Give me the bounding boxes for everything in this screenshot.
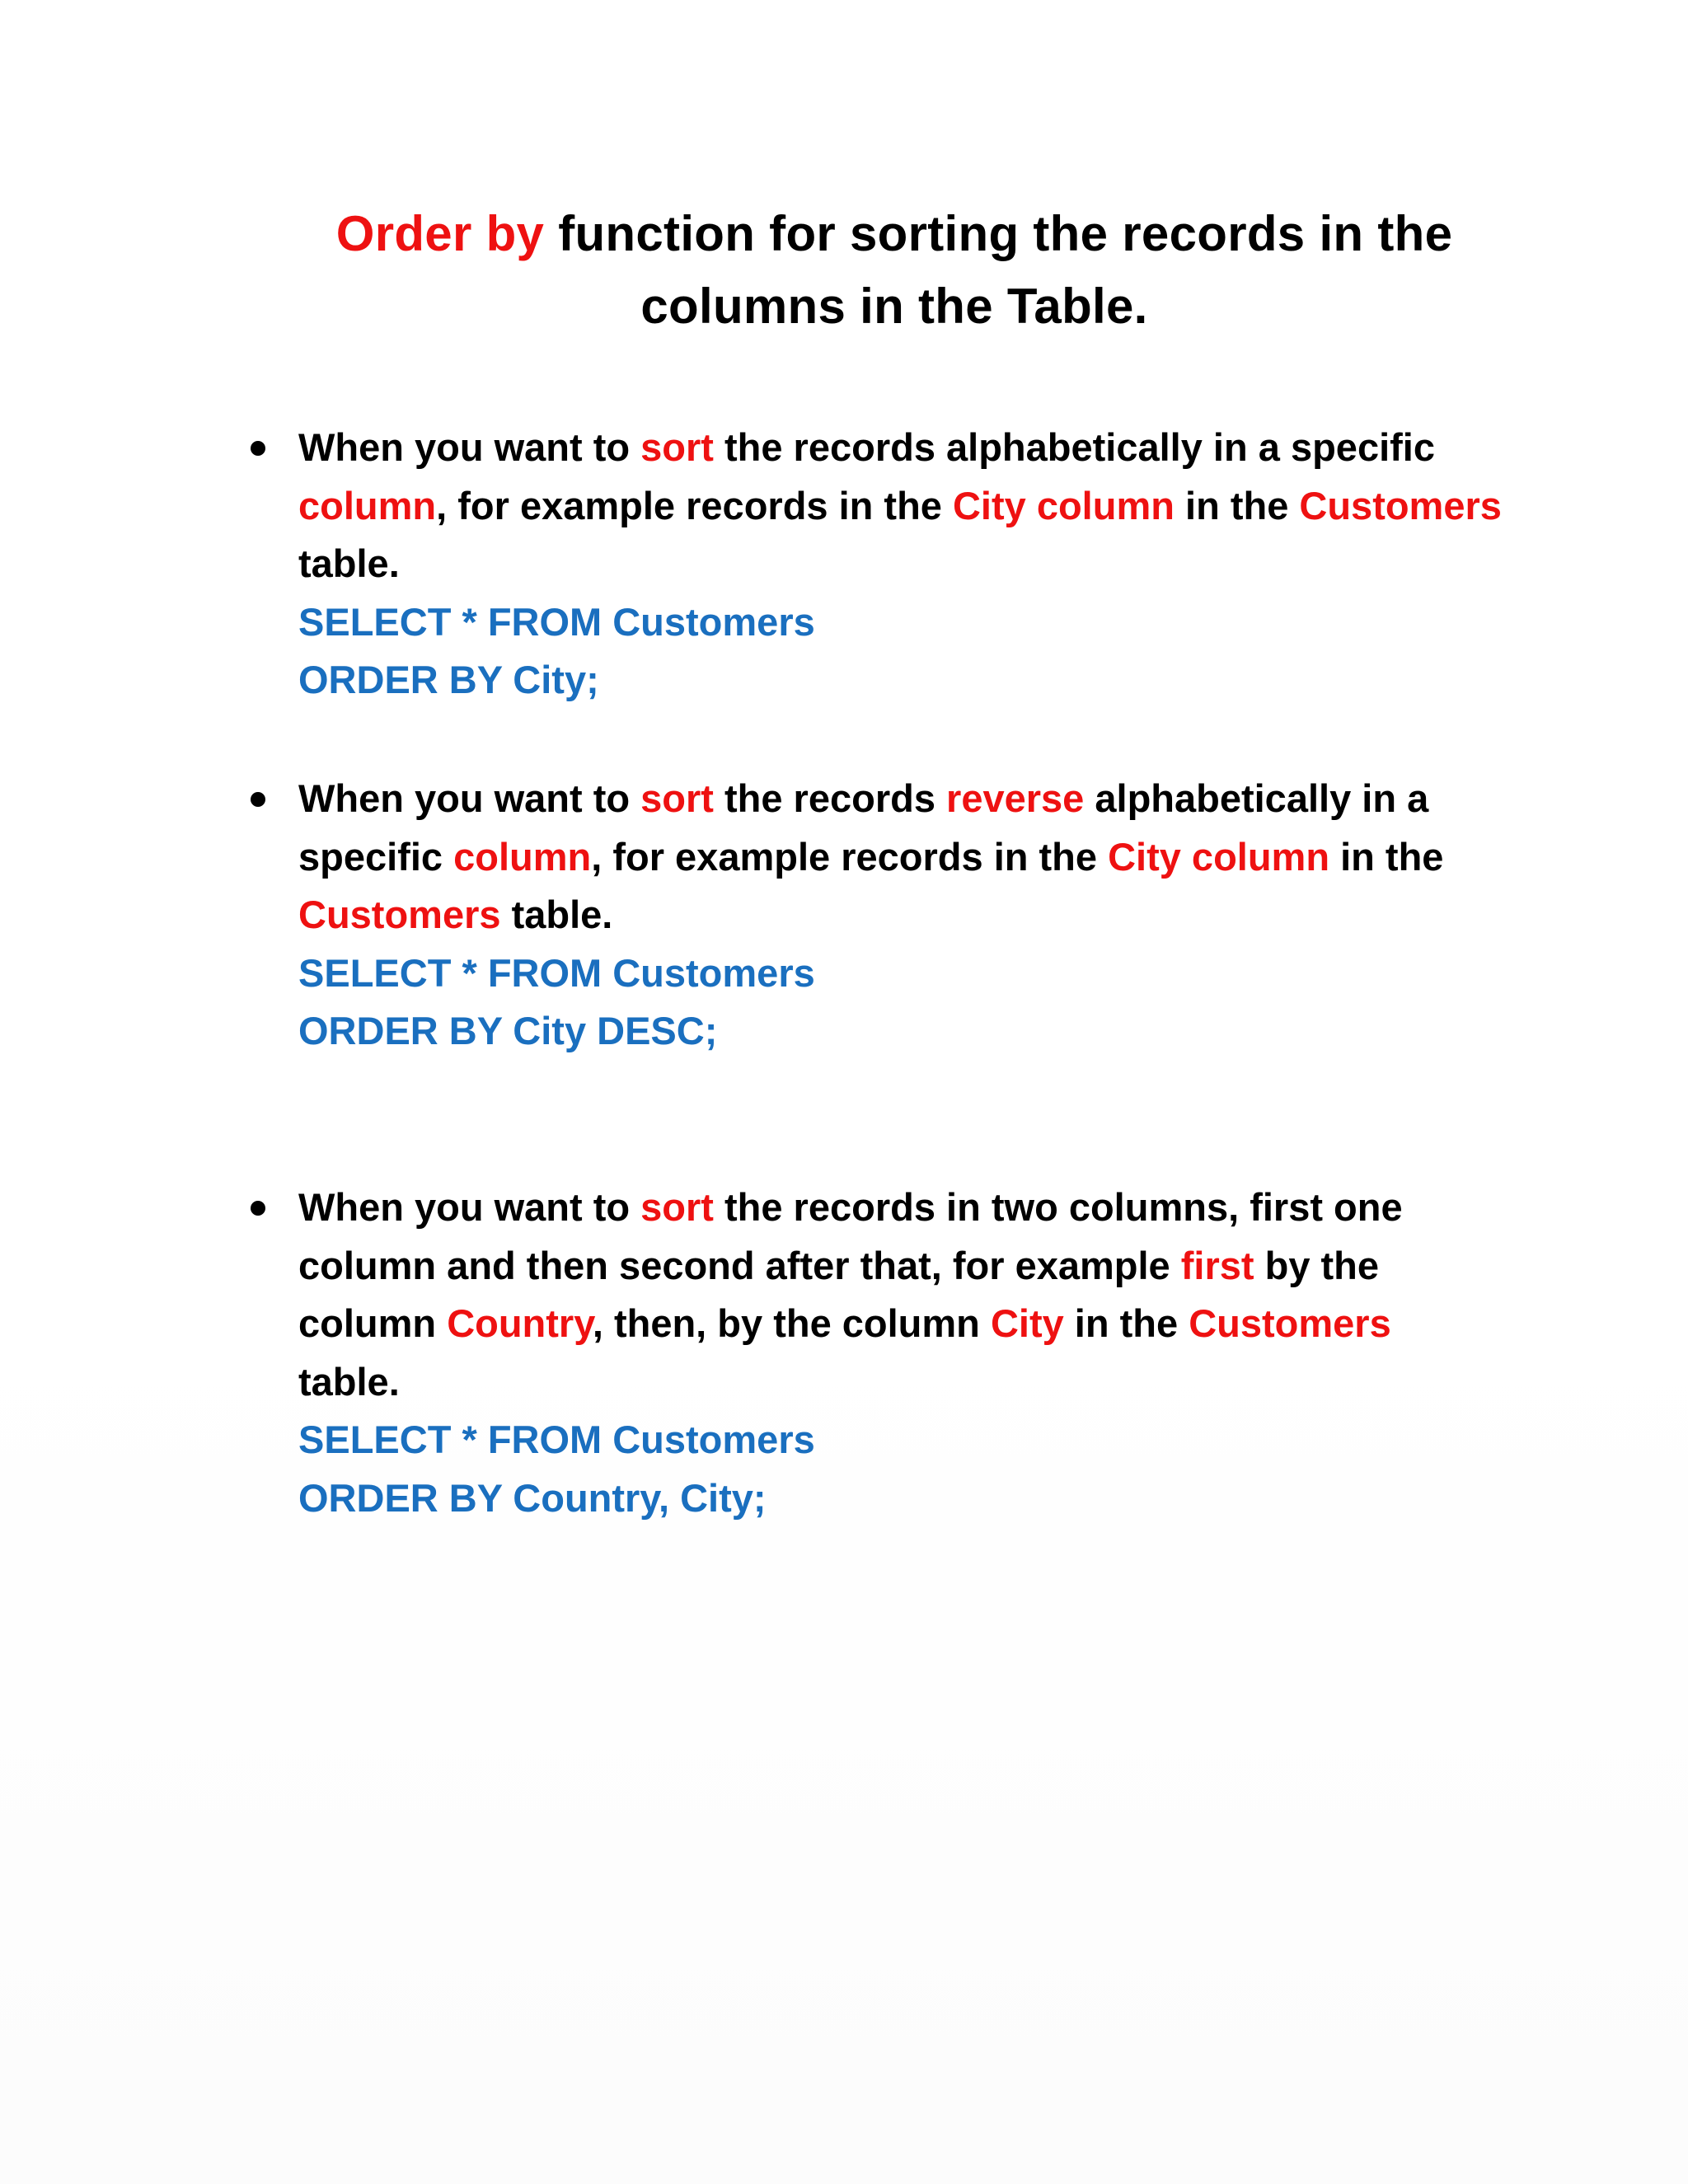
red-keyword: sort xyxy=(640,1185,714,1229)
red-keyword: column xyxy=(298,483,437,527)
red-keyword: Country xyxy=(447,1301,593,1345)
text-segment: column and then second after that, for example xyxy=(298,1243,1181,1287)
text-segment: by the xyxy=(1254,1243,1380,1287)
red-keyword: sort xyxy=(640,776,714,820)
text-segment: table. xyxy=(298,541,400,585)
bullet-list-2 xyxy=(247,770,1533,1061)
red-keyword: column xyxy=(453,834,592,879)
sql-code-line: SELECT * FROM Customers xyxy=(298,950,815,995)
red-keyword: Customers xyxy=(1299,483,1502,527)
text-segment: , for example records in the xyxy=(436,483,953,527)
text-segment: , for example records in the xyxy=(591,834,1109,879)
red-keyword: Customers xyxy=(1189,1301,1391,1345)
page-title xyxy=(206,198,1582,343)
text-segment: specific xyxy=(298,834,454,879)
sql-code-line: SELECT * FROM Customers xyxy=(298,599,815,644)
text-segment: in the xyxy=(1174,483,1300,527)
red-keyword: City column xyxy=(1108,834,1330,879)
text-segment: in the xyxy=(1063,1301,1189,1345)
sql-code-line: SELECT * FROM Customers xyxy=(298,1418,815,1461)
text-segment: the records in two columns, first one xyxy=(713,1185,1403,1229)
text-segment: in the xyxy=(1329,834,1444,879)
bullet-icon xyxy=(251,1201,265,1216)
text-segment: alphabetically in a xyxy=(1084,776,1429,820)
text-segment: table. xyxy=(298,1359,400,1404)
title-highlight: Order by xyxy=(335,206,545,261)
text-segment: the records alphabetically in a specific xyxy=(713,425,1435,469)
text-segment: When you want to xyxy=(298,1185,641,1229)
red-keyword: sort xyxy=(640,425,714,469)
text-segment: the records xyxy=(713,776,947,820)
sql-code-line: ORDER BY Country, City; xyxy=(298,1475,767,1520)
red-keyword: reverse xyxy=(946,776,1085,820)
list-item xyxy=(247,1179,1533,1527)
bullet-icon xyxy=(251,792,265,807)
text-segment: column xyxy=(298,1301,448,1345)
text-segment: table. xyxy=(500,893,613,936)
sql-code-line: ORDER BY City; xyxy=(298,658,599,701)
title-line2-text: columns in the Table. xyxy=(640,279,1148,334)
red-keyword: Customers xyxy=(298,893,501,936)
text-segment: When you want to xyxy=(298,425,641,469)
list-item xyxy=(247,770,1533,1061)
red-keyword: City xyxy=(990,1301,1064,1345)
text-segment: When you want to xyxy=(298,776,641,820)
red-keyword: City column xyxy=(952,483,1175,527)
bullet-icon xyxy=(251,441,265,456)
bullet-list-1 xyxy=(247,419,1533,710)
bullet-list-3 xyxy=(247,1179,1533,1527)
sql-code-line: ORDER BY City DESC; xyxy=(298,1009,718,1052)
list-item xyxy=(247,419,1533,710)
text-segment: , then, by the column xyxy=(592,1301,991,1345)
title-line1-text: function for sorting the records in the xyxy=(544,206,1453,261)
red-keyword: first xyxy=(1180,1243,1254,1287)
